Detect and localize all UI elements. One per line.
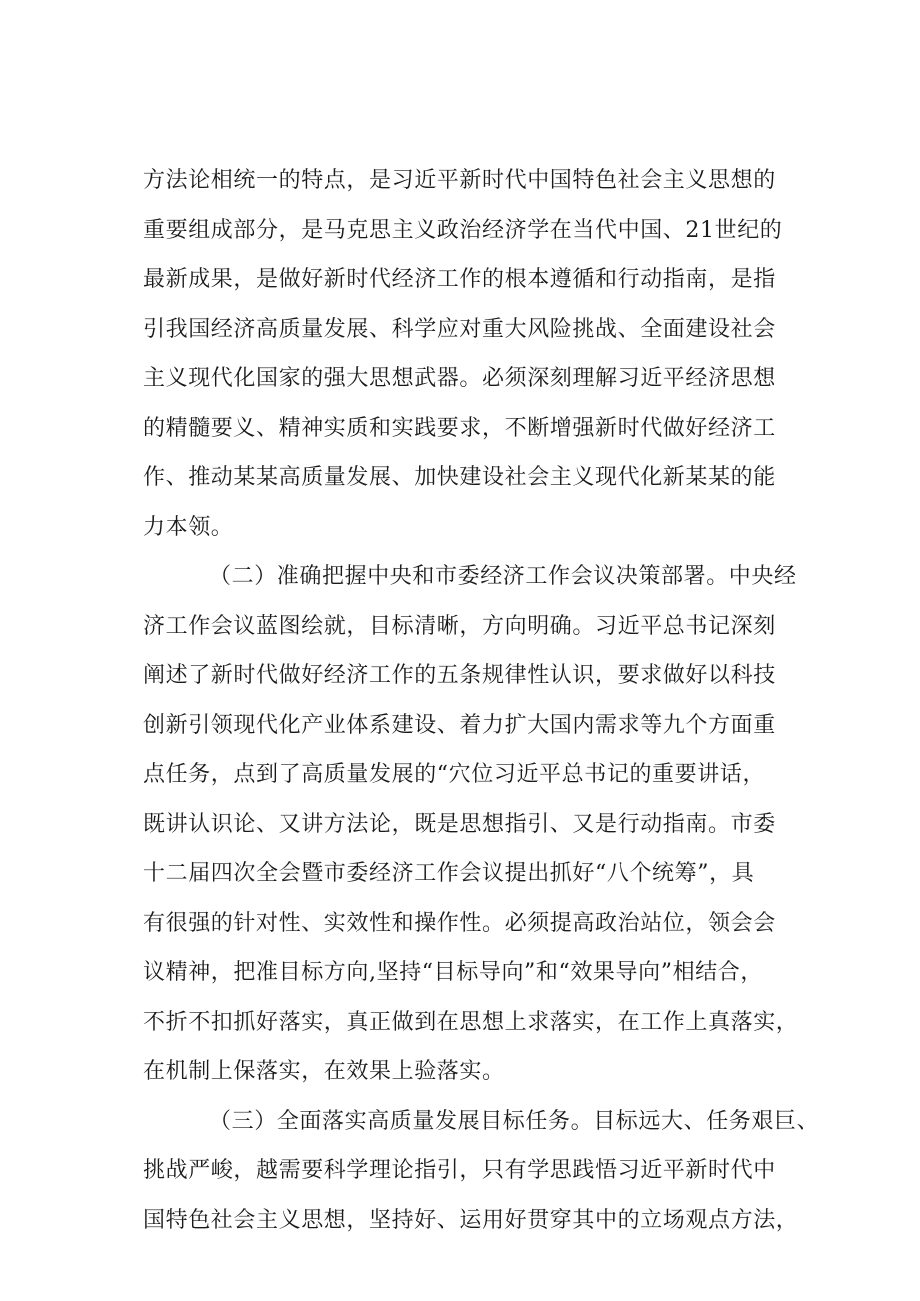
- text-line: 阐述了新时代做好经济工作的五条规律性认识，要求做好以科技: [143, 663, 776, 688]
- text-line: 既讲认识论、又讲方法论，既是思想指引、又是行动指南。市委: [143, 811, 776, 837]
- section-heading-3: （三）全面落实高质量发展目标任务。目标远大、任务艰巨、: [209, 1108, 820, 1134]
- text-line: 十二届四次全会暨市委经济工作会议提出抓好“八个统筹”，具: [143, 861, 755, 886]
- text-line: 作、推动某某高质量发展、加快建设社会主义现代化新某某的能: [143, 465, 776, 490]
- text-line: 重要组成部分，是马克思主义政治经济学在当代中国、21世纪的: [143, 217, 783, 243]
- text-line: 济工作会议蓝图绘就，目标清晰，方向明确。习近平总书记深刻: [143, 613, 776, 639]
- body-text: [143, 156, 820, 1245]
- text-line: 在机制上保落实，在效果上验落实。: [143, 1059, 505, 1084]
- text-line: 引我国经济高质量发展、科学应对重大风险挑战、全面建设社会: [143, 316, 776, 342]
- text-line: 国特色社会主义思想，坚持好、运用好贯穿其中的立场观点方法，: [143, 1207, 799, 1233]
- text-line: 力本领。: [143, 514, 234, 540]
- text-line: 最新成果，是做好新时代经济工作的根本遵循和行动指南，是指: [143, 267, 776, 292]
- text-line: 挑战严峻，越需要科学理论指引，只有学思践悟习近平新时代中: [143, 1158, 776, 1183]
- text-line: 创新引领现代化产业体系建设、着力扩大国内需求等九个方面重: [143, 712, 776, 738]
- text-line: 议精神，把准目标方向,坚持“目标导向”和“效果导向”相结合，: [143, 960, 763, 985]
- text-line: 主义现代化国家的强大思想武器。必须深刻理解习近平经济思想: [143, 366, 776, 391]
- text-line: 的精髓要义、精神实质和实践要求，不断增强新时代做好经济工: [143, 415, 776, 441]
- text-line: 有很强的针对性、实效性和操作性。必须提高政治站位，领会会: [143, 910, 776, 936]
- text-line: 不折不扣抓好落实，真正做到在思想上求落实，在工作上真落实，: [143, 1009, 799, 1035]
- section-heading-2: （二）准确把握中央和市委经济工作会议决策部署。中央经: [209, 564, 797, 589]
- text-line: 方法论相统一的特点，是习近平新时代中国特色社会主义思想的: [143, 168, 776, 193]
- text-line: 点任务，点到了高质量发展的“穴位习近平总书记的重要讲话，: [143, 762, 766, 787]
